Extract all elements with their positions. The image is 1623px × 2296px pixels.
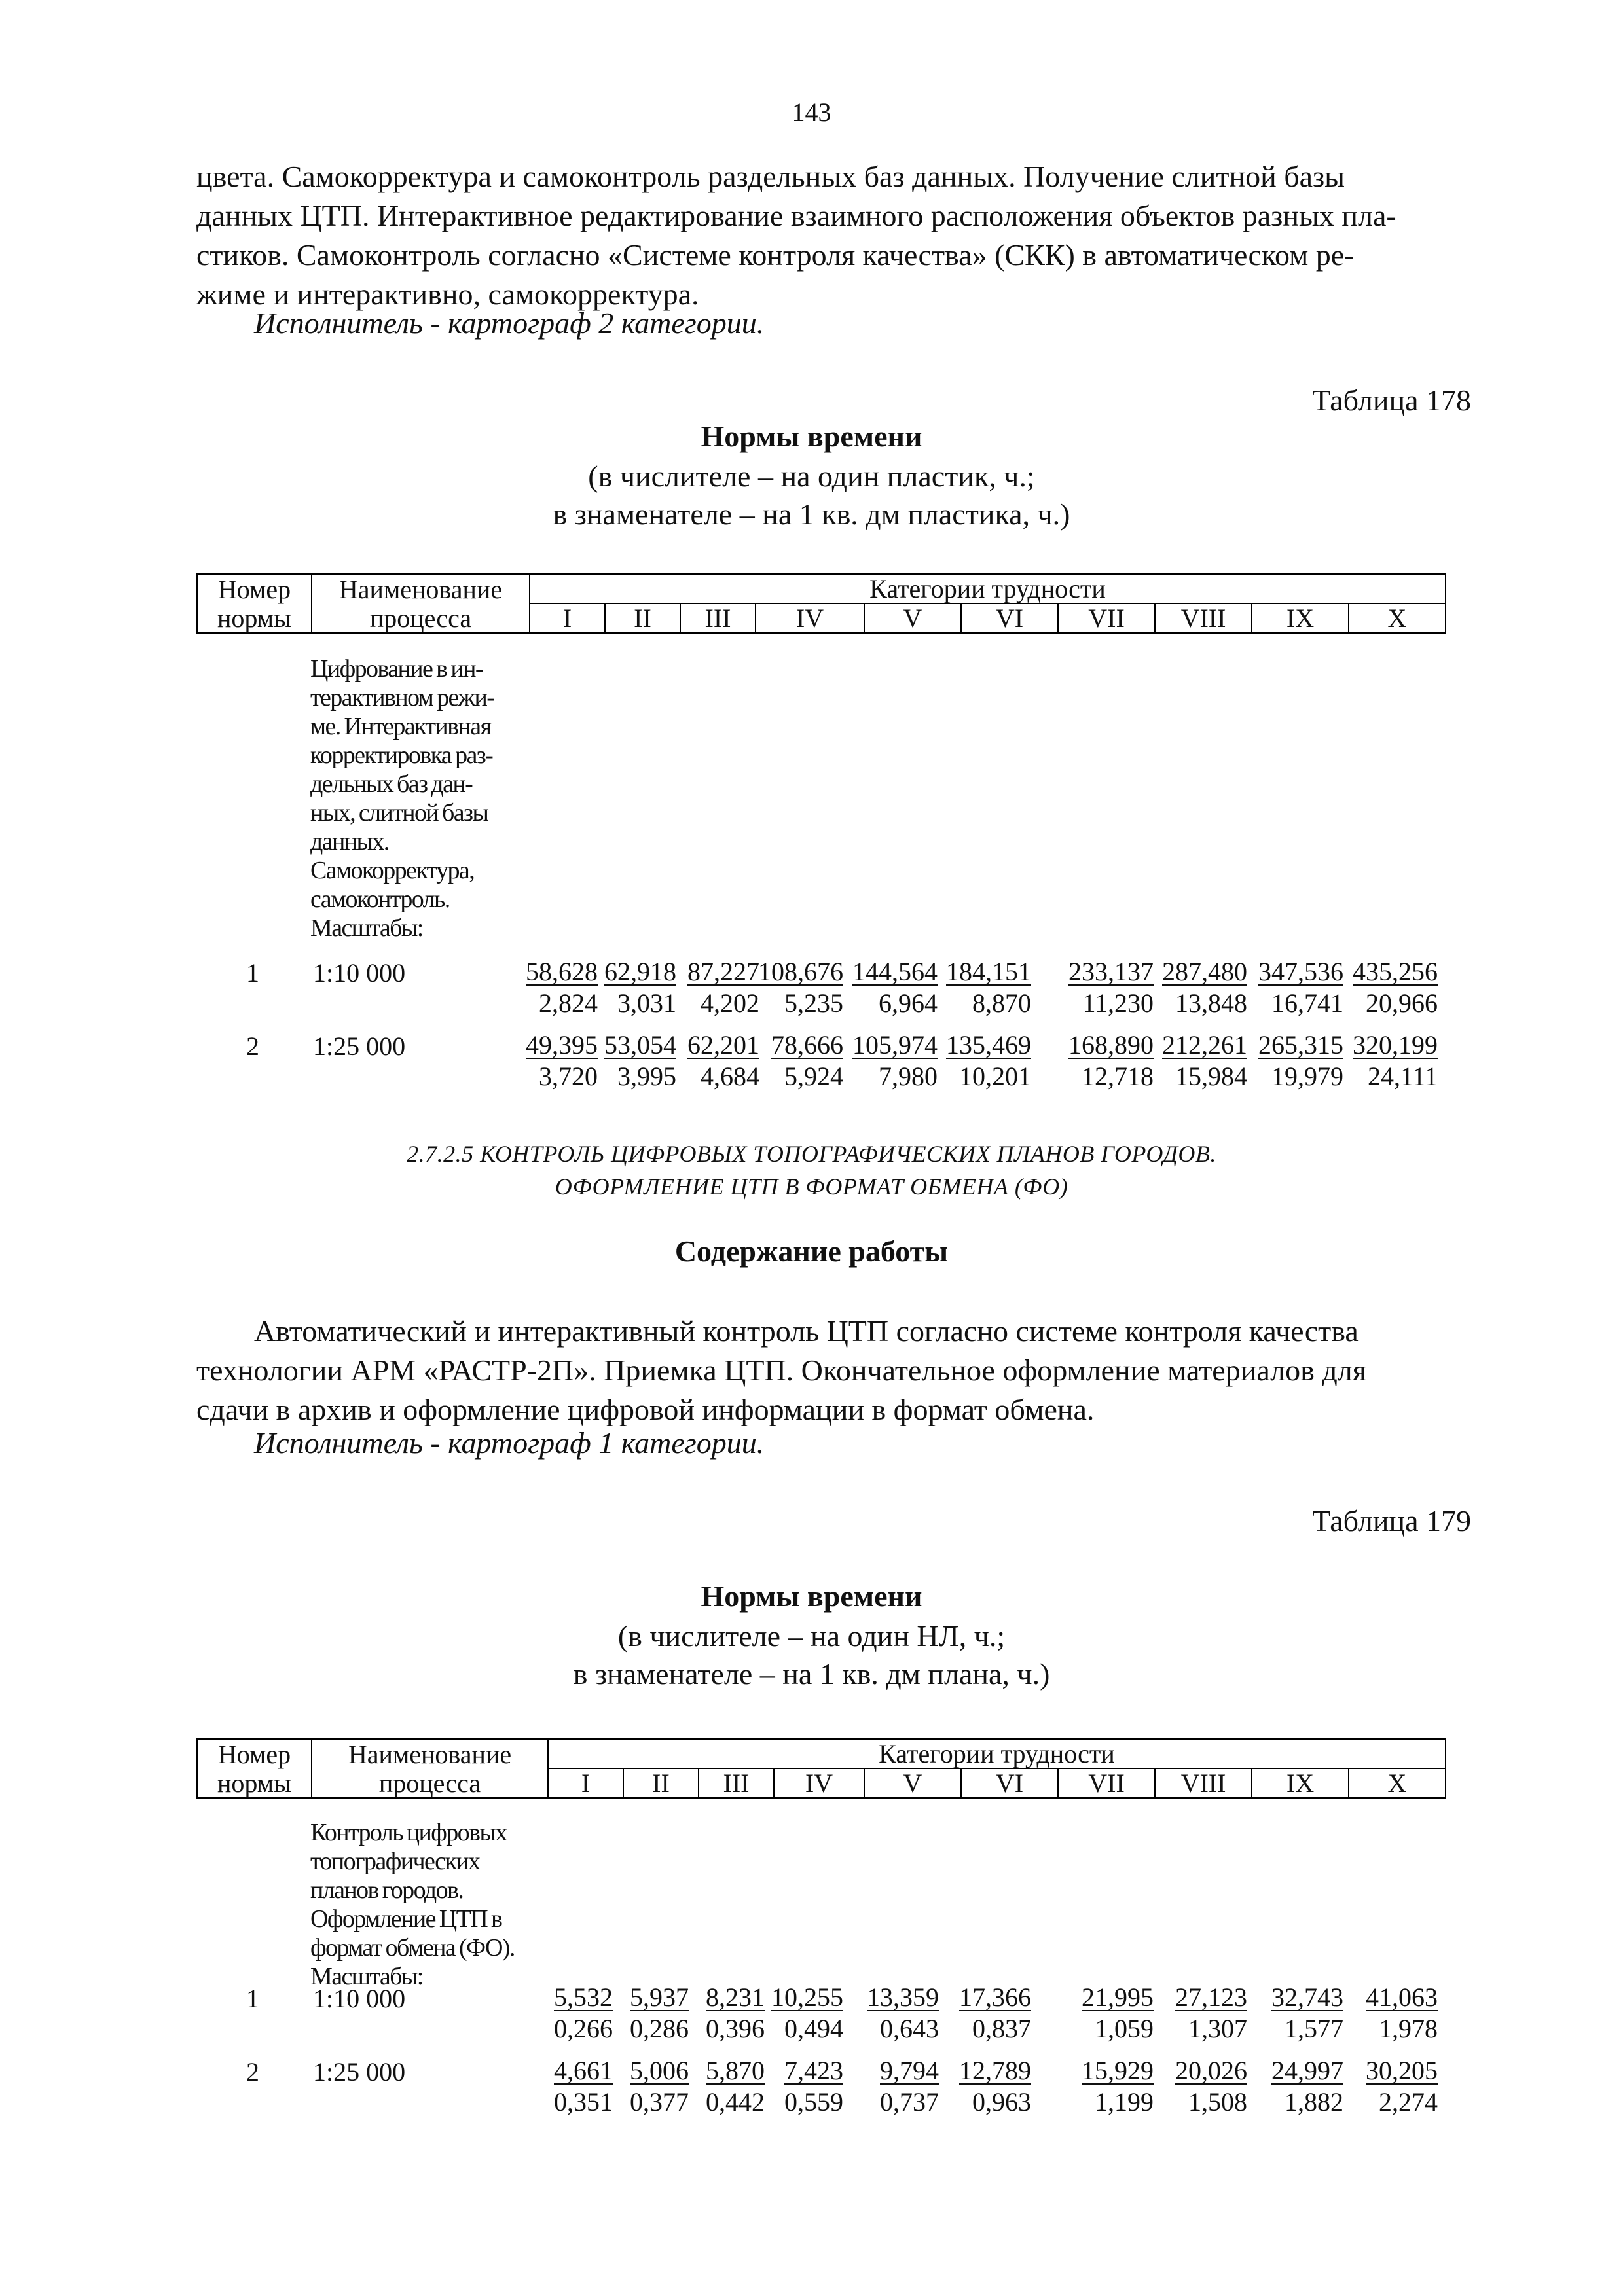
- denominator-value: 15,984: [1175, 1062, 1247, 1091]
- table-179-label: Таблица 179: [1312, 1504, 1471, 1537]
- col-norm-number-header-2: нормы: [197, 603, 312, 633]
- col-process-header-2: процесса: [312, 1768, 548, 1798]
- table-179-subtitle-1: (в числителе – на один НЛ, ч.;: [617, 1619, 1006, 1653]
- denominator-value: 0,559: [784, 2087, 843, 2117]
- denominator-value: 1,978: [1379, 2014, 1438, 2043]
- denominator-value: 0,643: [880, 2014, 939, 2043]
- denominator-value: 2,824: [539, 988, 598, 1018]
- process-line: ме. Интерактивная: [310, 713, 491, 740]
- category-viii: VIII: [1155, 603, 1252, 633]
- numerator-value: 233,137: [1068, 957, 1154, 986]
- denominator-value: 0,286: [630, 2014, 689, 2043]
- col-process-header: Наименование: [312, 574, 530, 603]
- numerator-value: 41,063: [1366, 1982, 1438, 2012]
- numerator-value: 212,261: [1162, 1030, 1247, 1060]
- section-line-1-text: Автоматический и интерактивный контроль ЦТП согласно системе контроля качества: [254, 1314, 1359, 1348]
- numerator-value: 144,564: [852, 957, 938, 986]
- numerator-value: 4,661: [554, 2056, 613, 2085]
- process-line: корректировка раз-: [310, 742, 493, 769]
- table-179-process-description: [310, 1818, 559, 1991]
- numerator-value: 10,255: [771, 1982, 843, 2012]
- category-x: X: [1349, 1768, 1446, 1798]
- work-content-title: Содержание работы: [674, 1234, 949, 1268]
- denominator-value: 1,577: [1285, 2014, 1343, 2043]
- denominator-value: 0,737: [880, 2087, 939, 2117]
- denominator-value: 4,202: [701, 988, 759, 1018]
- table-178-title: Нормы времени: [701, 420, 922, 453]
- denominator-value: 12,718: [1082, 1062, 1154, 1091]
- category-i: I: [530, 603, 605, 633]
- denominator-value: 1,059: [1095, 2014, 1154, 2043]
- category-vii: VII: [1058, 603, 1155, 633]
- denominator-value: 0,351: [554, 2087, 613, 2117]
- denominator-value: 16,741: [1271, 988, 1343, 1018]
- process-line: Цифрование в ин-: [310, 655, 483, 683]
- denominator-value: 24,111: [1367, 1062, 1438, 1091]
- numerator-value: 62,201: [687, 1030, 759, 1060]
- numerator-value: 12,789: [959, 2056, 1031, 2085]
- col-norm-number-header: Номер: [197, 574, 312, 603]
- denominator-value: 10,201: [959, 1062, 1031, 1091]
- category-v: V: [864, 1768, 961, 1798]
- numerator-value: 320,199: [1353, 1030, 1438, 1060]
- section-executor: Исполнитель - картограф 1 категории.: [254, 1426, 765, 1460]
- numerator-value: 5,006: [630, 2056, 689, 2085]
- category-vi: VI: [961, 1768, 1058, 1798]
- denominator-value: 20,966: [1366, 988, 1438, 1018]
- numerator-value: 5,532: [554, 1982, 613, 2012]
- denominator-value: 3,720: [539, 1062, 598, 1091]
- category-x: X: [1349, 603, 1446, 633]
- process-line: дельных баз дан-: [310, 770, 473, 798]
- table-179-row-2-scale: 1:25 000: [313, 2057, 406, 2087]
- denominator-value: 6,964: [879, 988, 938, 1018]
- table-179-row-1-scale: 1:10 000: [313, 1984, 406, 2013]
- category-v: V: [864, 603, 961, 633]
- category-iv: IV: [756, 603, 864, 633]
- denominator-value: 5,235: [784, 988, 843, 1018]
- numerator-value: 168,890: [1068, 1030, 1154, 1060]
- category-vi: VI: [961, 603, 1058, 633]
- denominator-value: 0,963: [972, 2087, 1031, 2117]
- denominator-value: 0,266: [554, 2014, 613, 2043]
- intro-line-4: жиме и интерактивно, самокорректура.: [196, 278, 699, 311]
- numerator-value: 53,054: [604, 1030, 676, 1060]
- table-178-process-description: [310, 655, 533, 942]
- denominator-value: 1,882: [1285, 2087, 1343, 2117]
- section-heading-line-1: 2.7.2.5 КОНТРОЛЬ ЦИФРОВЫХ ТОПОГРАФИЧЕСКИХ ПЛАНОВ ГОРОДОВ.: [407, 1141, 1216, 1167]
- category-viii: VIII: [1155, 1768, 1252, 1798]
- denominator-value: 1,199: [1095, 2087, 1154, 2117]
- numerator-value: 78,666: [771, 1030, 843, 1060]
- denominator-value: 4,684: [701, 1062, 759, 1091]
- numerator-value: 15,929: [1082, 2056, 1154, 2085]
- section-line-3: сдачи в архив и оформление цифровой информации в формат обмена.: [196, 1393, 1095, 1426]
- denominator-value: 7,980: [879, 1062, 938, 1091]
- numerator-value: 30,205: [1366, 2056, 1438, 2085]
- intro-executor: Исполнитель - картограф 2 категории.: [254, 306, 765, 340]
- numerator-value: 435,256: [1353, 957, 1438, 986]
- process-line: самоконтроль.: [310, 886, 450, 913]
- section-heading-line-2: ОФОРМЛЕНИЕ ЦТП В ФОРМАТ ОБМЕНА (ФО): [555, 1174, 1068, 1200]
- category-ix: IX: [1252, 603, 1349, 633]
- numerator-value: 21,995: [1082, 1982, 1154, 2012]
- numerator-value: 5,870: [706, 2056, 765, 2085]
- table-179-row-1-number: 1: [246, 1984, 259, 2013]
- denominator-value: 13,848: [1175, 988, 1247, 1018]
- table-178-row-2-scale: 1:25 000: [313, 1031, 406, 1061]
- category-ii: II: [623, 1768, 699, 1798]
- table-179-title: Нормы времени: [701, 1579, 922, 1613]
- process-line: терактивном режи-: [310, 684, 494, 711]
- categories-header: Категории трудности: [530, 574, 1446, 603]
- denominator-value: 5,924: [784, 1062, 843, 1091]
- denominator-value: 0,442: [706, 2087, 765, 2117]
- table-178-row-1-number: 1: [246, 958, 259, 988]
- numerator-value: 32,743: [1271, 1982, 1343, 2012]
- numerator-value: 20,026: [1175, 2056, 1247, 2085]
- intro-line-1: цвета. Самокорректура и самоконтроль раздельных баз данных. Получение слитной базы: [196, 160, 1345, 193]
- categories-header: Категории трудности: [548, 1739, 1446, 1768]
- numerator-value: 58,628: [526, 957, 598, 986]
- process-line: Самокорректура,: [310, 857, 475, 884]
- process-line: топографических: [310, 1848, 480, 1875]
- numerator-value: 108,676: [758, 957, 843, 986]
- numerator-value: 265,315: [1258, 1030, 1343, 1060]
- numerator-value: 7,423: [784, 2056, 843, 2085]
- intro-paragraph: [196, 157, 1471, 314]
- denominator-value: 1,307: [1188, 2014, 1247, 2043]
- denominator-value: 3,995: [617, 1062, 676, 1091]
- process-line: данных.: [310, 828, 389, 855]
- col-norm-number-header-2: нормы: [197, 1768, 312, 1798]
- process-line: Масштабы:: [310, 1963, 423, 1990]
- denominator-value: 2,274: [1379, 2087, 1438, 2117]
- process-line: ных, слитной базы: [310, 799, 488, 827]
- denominator-value: 1,508: [1188, 2087, 1247, 2117]
- category-iv: IV: [774, 1768, 864, 1798]
- section-line-2: технологии АРМ «РАСТР-2П». Приемка ЦТП. Окончательное оформление материалов для: [196, 1354, 1366, 1387]
- denominator-value: 0,377: [630, 2087, 689, 2117]
- numerator-value: 135,469: [946, 1030, 1031, 1060]
- denominator-value: 11,230: [1082, 988, 1154, 1018]
- denominator-value: 0,494: [784, 2014, 843, 2043]
- denominator-value: 19,979: [1271, 1062, 1343, 1091]
- numerator-value: 13,359: [867, 1982, 939, 2012]
- numerator-value: 105,974: [852, 1030, 938, 1060]
- table-179-row-2-number: 2: [246, 2057, 259, 2087]
- col-norm-number-header: Номер: [197, 1739, 312, 1768]
- numerator-value: 24,997: [1271, 2056, 1343, 2085]
- denominator-value: 8,870: [972, 988, 1031, 1018]
- category-vii: VII: [1058, 1768, 1155, 1798]
- numerator-value: 87,227: [687, 957, 759, 986]
- process-line: Контроль цифровых: [310, 1819, 507, 1846]
- denominator-value: 3,031: [617, 988, 676, 1018]
- table-179-header: [196, 1738, 1446, 1799]
- col-process-header-2: процесса: [312, 603, 530, 633]
- denominator-value: 0,837: [972, 2014, 1031, 2043]
- process-line: формат обмена (ФО).: [310, 1934, 515, 1962]
- process-line: планов городов.: [310, 1876, 464, 1904]
- denominator-value: 0,396: [706, 2014, 765, 2043]
- table-178-label: Таблица 178: [1312, 384, 1471, 417]
- category-ix: IX: [1252, 1768, 1349, 1798]
- numerator-value: 17,366: [959, 1982, 1031, 2012]
- table-178-header: [196, 573, 1446, 634]
- numerator-value: 347,536: [1258, 957, 1343, 986]
- table-178-subtitle-2: в знаменателе – на 1 кв. дм пластика, ч.): [553, 497, 1070, 531]
- category-ii: II: [605, 603, 680, 633]
- numerator-value: 287,480: [1162, 957, 1247, 986]
- section-paragraph: [196, 1312, 1471, 1429]
- numerator-value: 184,151: [946, 957, 1031, 986]
- process-line: Оформление ЦТП в: [310, 1905, 502, 1933]
- numerator-value: 9,794: [880, 2056, 939, 2085]
- section-line-1: [196, 1312, 1471, 1351]
- table-178-row-2-number: 2: [246, 1031, 259, 1061]
- category-iii: III: [699, 1768, 774, 1798]
- category-i: I: [548, 1768, 623, 1798]
- category-iii: III: [680, 603, 756, 633]
- col-process-header: Наименование: [312, 1739, 548, 1768]
- table-179-subtitle-2: в знаменателе – на 1 кв. дм плана, ч.): [573, 1657, 1050, 1691]
- numerator-value: 49,395: [526, 1030, 598, 1060]
- numerator-value: 27,123: [1175, 1982, 1247, 2012]
- numerator-value: 62,918: [604, 957, 676, 986]
- numerator-value: 8,231: [706, 1982, 765, 2012]
- table-178-row-1-scale: 1:10 000: [313, 958, 406, 988]
- numerator-value: 5,937: [630, 1982, 689, 2012]
- table-178-subtitle-1: (в числителе – на один пластик, ч.;: [588, 459, 1035, 493]
- intro-line-2: данных ЦТП. Интерактивное редактирование взаимного расположения объектов разных пла-: [196, 199, 1396, 232]
- intro-line-3: стиков. Самоконтроль согласно «Системе контроля качества» (СКК) в автоматическом ре-: [196, 238, 1355, 272]
- page-number: 143: [792, 98, 831, 127]
- process-line: Масштабы:: [310, 914, 423, 942]
